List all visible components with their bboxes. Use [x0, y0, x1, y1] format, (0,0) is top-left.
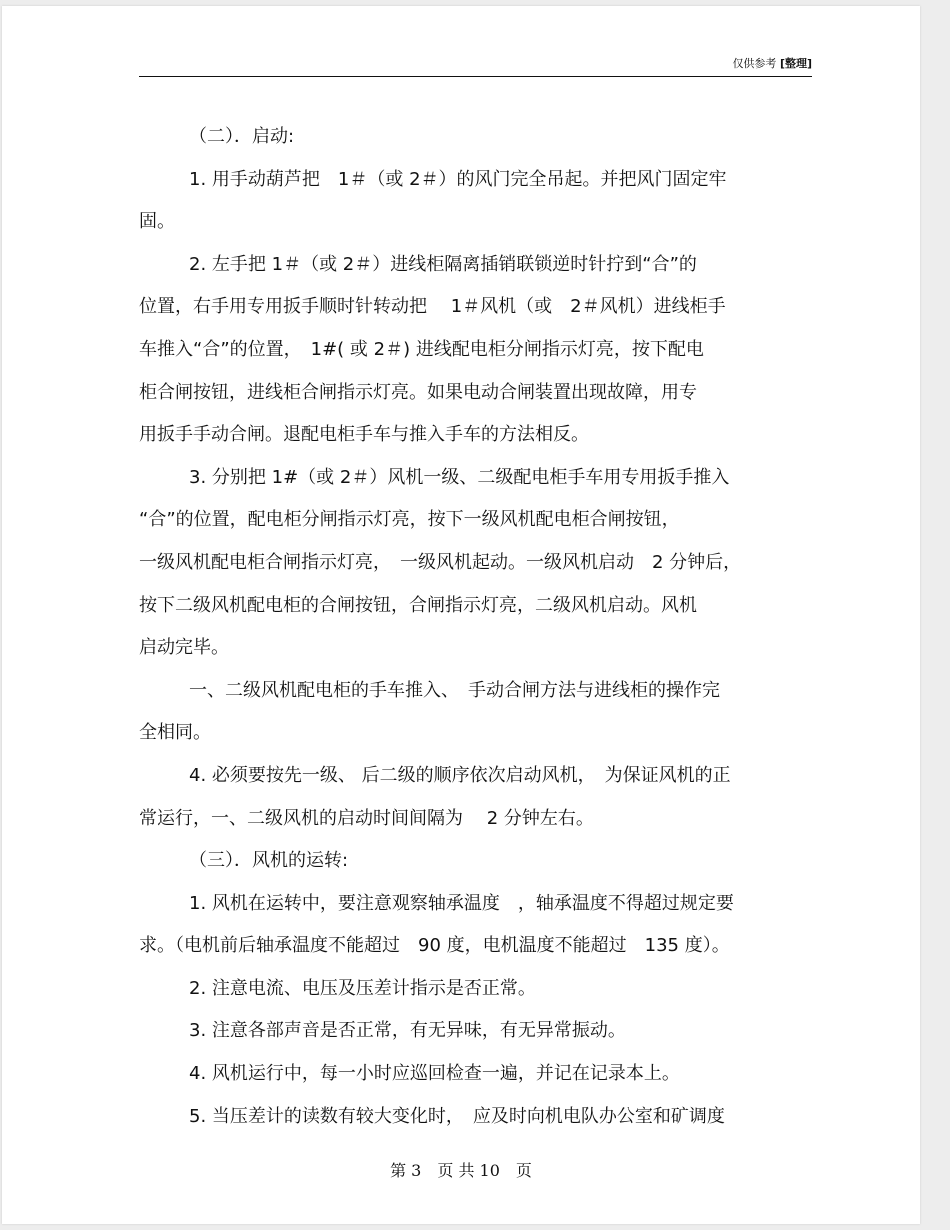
text-line: 3. 分别把 1#（或 2＃）风机一级、二级配电柜手车用专用扳手推入: [189, 466, 730, 488]
text-line: 车推入“合”的位置， 1#( 或 2＃) 进线配电柜分闸指示灯亮，按下配电: [139, 338, 704, 360]
text-line: 2. 左手把 1＃（或 2＃）进线柜隔离插销联锁逆时针拧到“合”的: [189, 253, 697, 275]
text-line: 按下二级风机配电柜的合闸按钮，合闸指示灯亮，二级风机启动。风机: [139, 594, 697, 616]
header-tag: [整理]: [779, 57, 812, 70]
text-line: 全相同。: [139, 722, 211, 744]
text-line: 4. 风机运行中，每一小时应巡回检查一遍，并记在记录本上。: [189, 1063, 680, 1085]
text-line: 3. 注意各部声音是否正常，有无异味，有无异常振动。: [189, 1020, 626, 1042]
document-body: [139, 116, 812, 1138]
text-line: 一、二级风机配电柜的手车推入、 手动合闸方法与进线柜的操作完: [189, 679, 720, 701]
header-note: 仅供参考: [732, 57, 777, 70]
text-line: 一级风机配电柜合闸指示灯亮， 一级风机起动。一级风机启动 2 分钟后，: [139, 551, 742, 573]
text-line: 常运行，一、二级风机的启动时间间隔为 2 分钟左右。: [139, 807, 594, 829]
text-line: 1. 用手动葫芦把 1＃（或 2＃）的风门完全吊起。并把风门固定牢: [189, 168, 727, 190]
text-line: （三）．风机的运转:: [189, 850, 349, 872]
text-line: 用扳手手动合闸。退配电柜手车与推入手车的方法相反。: [139, 424, 589, 446]
document-page: [2, 6, 920, 1224]
text-line: 4. 必须要按先一级、 后二级的顺序依次启动风机， 为保证风机的正: [189, 764, 731, 786]
text-line: 位置，右手用专用扳手顺时针转动把 1＃风机（或 2＃风机）进线柜手: [139, 296, 726, 318]
text-line: 5. 当压差计的读数有较大变化时， 应及时向机电队办公室和矿调度: [189, 1105, 725, 1127]
text-line: 2. 注意电流、电压及压差计指示是否正常。: [189, 977, 536, 999]
page-footer: 第 3 页 共 10 页: [390, 1161, 532, 1180]
text-line: 启动完毕。: [139, 637, 229, 659]
text-line: “合”的位置，配电柜分闸指示灯亮，按下一级风机配电柜合闸按钮，: [139, 509, 680, 531]
text-line: 固。: [139, 211, 175, 233]
text-line: （二）．启动:: [189, 126, 295, 147]
text-line: 1. 风机在运转中，要注意观察轴承温度 ，轴承温度不得超过规定要: [189, 892, 734, 914]
page-header: [139, 56, 812, 77]
text-line: 柜合闸按钮，进线柜合闸指示灯亮。如果电动合闸装置出现故障，用专: [139, 381, 697, 403]
text-line: 求。（电机前后轴承温度不能超过 90 度，电机温度不能超过 135 度）。: [139, 935, 730, 957]
